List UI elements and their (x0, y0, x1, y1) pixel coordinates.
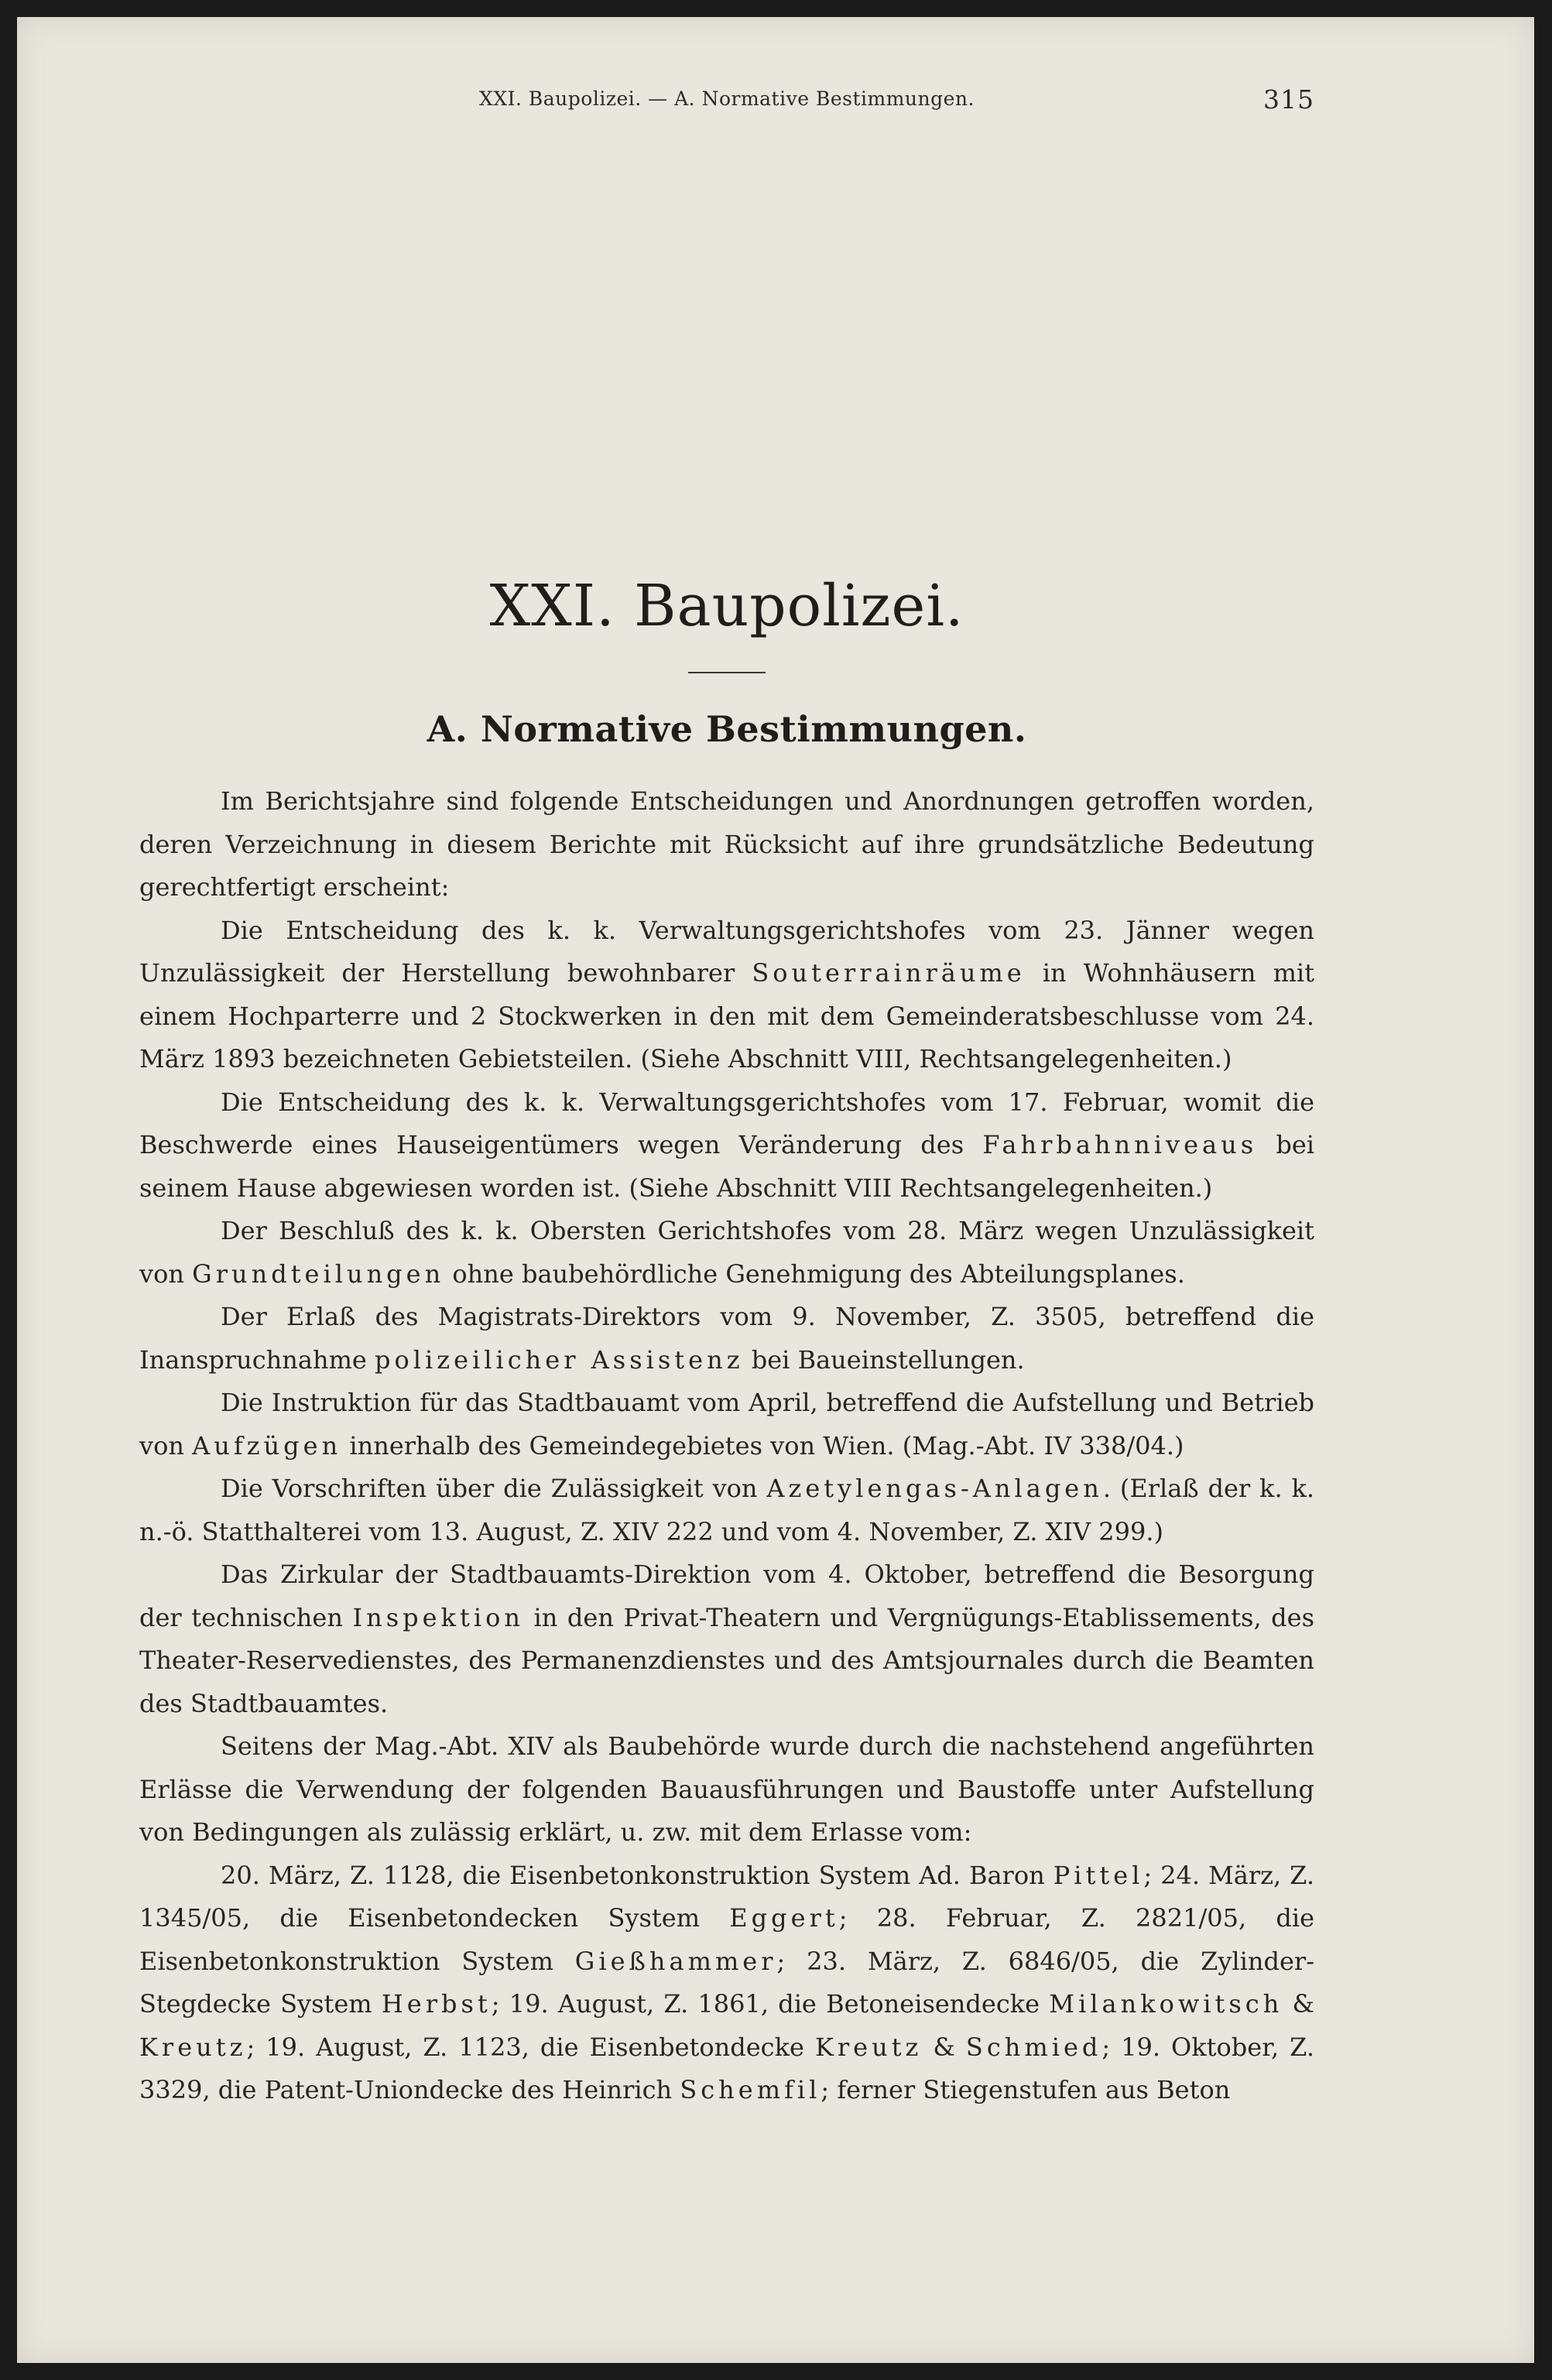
spaced-term: Pittel (1053, 1860, 1144, 1890)
body-text (139, 780, 1314, 2112)
paragraph-text: in Wohnhäusern mit einem Hochparterre und 2 Stockwerken in den mit dem Gemeinderatsbeschlusse vom 24. März 1893 bezeichneten Gebietsteilen. (Siehe Abschnitt VIII, Rechtsangelegenheiten.) (139, 958, 1315, 1074)
paragraph-text: & (1283, 1989, 1315, 2019)
paragraph (139, 1553, 1314, 1725)
spaced-term: Kreutz (139, 2032, 247, 2062)
spaced-term: Kreutz (814, 2032, 923, 2062)
spaced-term: Azetylengas-Anlagen (766, 1474, 1103, 1503)
spaced-term: Eggert (729, 1903, 839, 1933)
paragraph-text: Seitens der Mag.-Abt. XIV als Baubehörde wurde durch die nachstehend angeführten Erlässe die Verwendung der folgenden Bauausführungen und Baustoffe unter Aufstellung von Bedingungen als zulässig erklärt, u. zw. mit dem Erlasse vom: (139, 1731, 1314, 1847)
paragraph-text: & (922, 2032, 966, 2062)
paragraph-text: Der Erlaß des Magistrats-Direktors vom 9. November, Z. 3505, betreffend die Inanspruchnahme (139, 1302, 1314, 1375)
spaced-term: Fahrbahnniveaus (982, 1130, 1258, 1159)
paragraph (139, 1382, 1314, 1467)
paragraph-text: Die Instruktion für das Stadtbauamt vom April, betreffend die Aufstellung und Betrieb von (139, 1388, 1314, 1461)
spaced-term: Aufzügen (192, 1430, 342, 1461)
paragraph-text: Das Zirkular der Stadtbauamts-Direktion vom 4. Oktober, betreffend die Besorgung der technischen (139, 1560, 1314, 1632)
paragraph-text: bei Baueinstellungen. (743, 1344, 1025, 1375)
paragraph-text: ; 24. März, Z. 1345/05, die Eisenbetondecken System (139, 1860, 1315, 1933)
paragraph-text: innerhalb des Gemeindegebietes von Wien. (Mag.-Abt. IV 338/04.) (341, 1430, 1184, 1461)
paragraph-text: Die Vorschriften über die Zulässigkeit von (221, 1474, 767, 1503)
paragraph (139, 1081, 1314, 1211)
paragraph-text: Die Entscheidung des k. k. Verwaltungsgerichtshofes vom 17. Februar, womit die Beschwerde eines Hauseigentümers wegen Veränderung des (139, 1087, 1314, 1159)
paragraph (139, 1210, 1314, 1296)
paragraph-text: Der Beschluß des k. k. Obersten Gerichtshofes vom 28. März wegen Unzulässigkeit von (139, 1216, 1314, 1289)
paragraph-text: ohne baubehördliche Genehmigung des Abteilungsplanes. (444, 1258, 1185, 1289)
paragraph (139, 1296, 1314, 1382)
spaced-term: Souterrainräume (752, 958, 1026, 988)
paragraph-text: ; 19. Oktober, Z. 3329, die Patent-Uniondecke des Heinrich (139, 2032, 1315, 2104)
paragraph-text: in den Privat-Theatern und Vergnügungs-Etablissements, des Theater-Reservedienstes, des Permanenzdienstes und des Amtsjournales durch die Beamten des Stadtbauamtes. (139, 1602, 1315, 1718)
running-head (139, 74, 1314, 120)
title-divider (688, 672, 766, 673)
paragraph-text: ; 19. August, Z. 1123, die Eisenbetondecke (246, 2032, 815, 2062)
paragraph-text: ; 28. Februar, Z. 2821/05, die Eisenbetonkonstruktion System (139, 1903, 1315, 1976)
paragraph-text: ; 23. März, Z. 6846/05, die Zylinder-Stegdecke System (139, 1946, 1314, 2019)
spaced-term: Herbst (381, 1989, 492, 2019)
paragraph-text: 20. März, Z. 1128, die Eisenbetonkonstruktion System Ad. Baron (221, 1860, 1054, 1890)
paragraph-text: . (Erlaß der k. k. n.-ö. Statthalterei vom 13. August, Z. XIV 222 und vom 4. November, Z. XIV 299.) (139, 1474, 1315, 1546)
spaced-term: Inspektion (352, 1602, 524, 1632)
paragraph (139, 780, 1314, 909)
spaced-term: Milankowitsch (1049, 1989, 1283, 2019)
page-number: 315 (1263, 84, 1314, 115)
paragraph-text: ; 19. August, Z. 1861, die Betoneisendecke (491, 1989, 1050, 2019)
subsection-title: A. Normative Bestimmungen. (427, 708, 1027, 750)
spaced-term: Gießhammer (574, 1946, 777, 1976)
spaced-term: Schmied (965, 2032, 1102, 2062)
spaced-term: Schemfil (680, 2075, 821, 2104)
section-title: XXI. Baupolizei. (489, 573, 964, 639)
spaced-term: polizeilicher Assistenz (375, 1344, 744, 1375)
paragraph (139, 909, 1314, 1081)
spaced-term: Grundteilungen (192, 1258, 445, 1289)
paragraph (139, 1725, 1314, 1854)
paragraph-text: bei seinem Hause abgewiesen worden ist. (Siehe Abschnitt VIII Rechtsangelegenheiten.) (139, 1130, 1315, 1203)
paragraph (139, 1467, 1314, 1553)
paragraph-text: Die Entscheidung des k. k. Verwaltungsgerichtshofes vom 23. Jänner wegen Unzulässigkeit der Herstellung bewohnbarer (139, 915, 1314, 988)
paragraph-text: ; ferner Stiegenstufen aus Beton (821, 2075, 1231, 2104)
paragraph-text: Im Berichtsjahre sind folgende Entscheidungen und Anordnungen getroffen worden, deren Verzeichnung in diesem Berichte mit Rücksicht auf ihre grundsätzliche Bedeutung gerechtfertigt erscheint: (139, 786, 1314, 902)
paragraph (139, 1854, 1314, 2112)
running-head-title: XXI. Baupolizei. — A. Normative Bestimmungen. (479, 87, 975, 110)
